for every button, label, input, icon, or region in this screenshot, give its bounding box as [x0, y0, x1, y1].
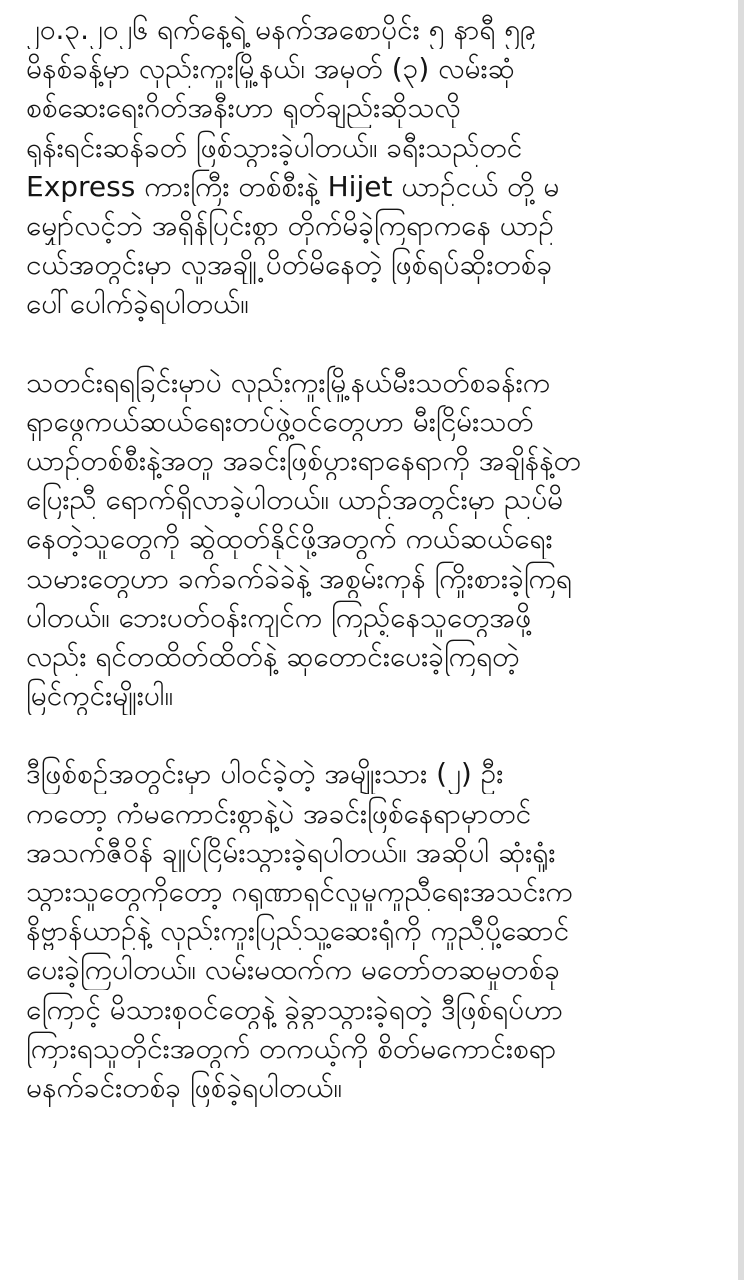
text-line: ပေါ်ပေါက်ခဲ့ရပါတယ်။ — [26, 287, 249, 321]
text-line: နေတဲ့သူတွေကို ဆွဲထုတ်နိုင်ဖို့အတွက် ကယ်ဆယ်ရေး — [26, 522, 553, 556]
text-line: မြင်ကွင်းမျိုးပါ။ — [26, 679, 174, 713]
text-line: သတင်းရရခြင်းမှာပဲ လှည်းကူးမြို့နယ်မီးသတ်စခန်းက — [26, 365, 551, 399]
text-line: မျှော်လင့်ဘဲ အရှိန်ပြင်းစွာ တိုက်မိခဲ့ကြရာကနေ ယာဉ် — [26, 209, 554, 243]
text-line: ကြားရသူတိုင်းအတွက် တကယ့်ကို စိတ်မကောင်းစရာ — [26, 1031, 557, 1065]
paragraph-3 — [26, 754, 710, 1107]
text-line: လည်း ရင်တထိတ်ထိတ်နဲ့ ဆုတောင်းပေးခဲ့ကြရတဲ့ — [26, 640, 520, 674]
text-line: နိဗ္ဗာန်ယာဉ်နဲ့ လှည်းကူးပြည်သူ့ဆေးရုံကို ကူညီပို့ဆောင် — [26, 914, 570, 948]
text-line: သွားသူတွေကိုတော့ ဂရုဏာရှင်လူမှုကူညီရေးအသင်းက — [26, 875, 573, 909]
text-line: ပေးခဲ့ကြပါတယ်။ လမ်းမထက်က မတော်တဆမှုတစ်ခု — [26, 953, 560, 987]
text-line: ကတော့ ကံမကောင်းစွာနဲ့ပဲ အခင်းဖြစ်နေရာမှာတင် — [26, 796, 532, 830]
text-line: ဒီဖြစ်စဉ်အတွင်းမှာ ပါဝင်ခဲ့တဲ့ အမျိုးသား (၂) ဦး — [26, 757, 504, 791]
text-line: မနက်ခင်းတစ်ခု ဖြစ်ခဲ့ရပါတယ်။ — [26, 1071, 342, 1105]
text-line: ပါတယ်။ ဘေးပတ်ဝန်းကျင်က ကြည့်နေသူတွေအဖို့ — [26, 600, 532, 634]
text-line: အသက်ဇီဝိန် ချုပ်ငြိမ်းသွားခဲ့ရပါတယ်။ အဆိုပါ ဆုံးရှုံး — [26, 835, 556, 869]
text-line: ရုန်းရင်းဆန်ခတ် ဖြစ်သွားခဲ့ပါတယ်။ ခရီးသည်တင် — [26, 130, 523, 164]
text-line: Express ကားကြီး တစ်စီးနဲ့ Hijet ယာဉ်ငယ် တို့ မ — [26, 169, 560, 203]
text-line: ရှာဖွေကယ်ဆယ်ရေးတပ်ဖွဲ့ဝင်တွေဟာ မီးငြိမ်းသတ် — [26, 404, 534, 438]
text-line: ယာဉ်တစ်စီးနဲ့အတူ အခင်းဖြစ်ပွားရာနေရာကို အချိန်နဲ့တ — [26, 444, 581, 478]
text-line: ငယ်အတွင်းမှာ လူအချို့ ပိတ်မိနေတဲ့ ဖြစ်ရပ်ဆိုးတစ်ခု — [26, 248, 553, 282]
text-line: မိနစ်ခန့်မှာ လှည်းကူးမြို့နယ်၊ အမှတ် (၃) လမ်းဆုံ — [26, 52, 515, 86]
text-line: ၂၀.၃.၂၀၂၆ ရက်နေ့ရဲ့ မနက်အစောပိုင်း ၅ နာရီ ၅၉ — [26, 13, 536, 46]
text-line: စစ်ဆေးရေးဂိတ်အနီးဟာ ရုတ်ချည်းဆိုသလို — [26, 91, 461, 125]
scroll-edge — [738, 0, 744, 1280]
text-line: ပြေးညီ ရောက်ရှိလာခဲ့ပါတယ်။ ယာဉ်အတွင်းမှာ ညပ်မိ — [26, 483, 564, 517]
text-line: ကြောင့် မိသားစုဝင်တွေနဲ့ ခွဲခွာသွားခဲ့ရတဲ့ ဒီဖြစ်ရပ်ဟာ — [26, 992, 564, 1026]
paragraph-1 — [26, 10, 710, 324]
text-line: သမားတွေဟာ ခက်ခက်ခဲခဲနဲ့ အစွမ်းကုန် ကြိုးစားခဲ့ကြရ — [26, 561, 573, 595]
paragraph-2 — [26, 363, 710, 716]
